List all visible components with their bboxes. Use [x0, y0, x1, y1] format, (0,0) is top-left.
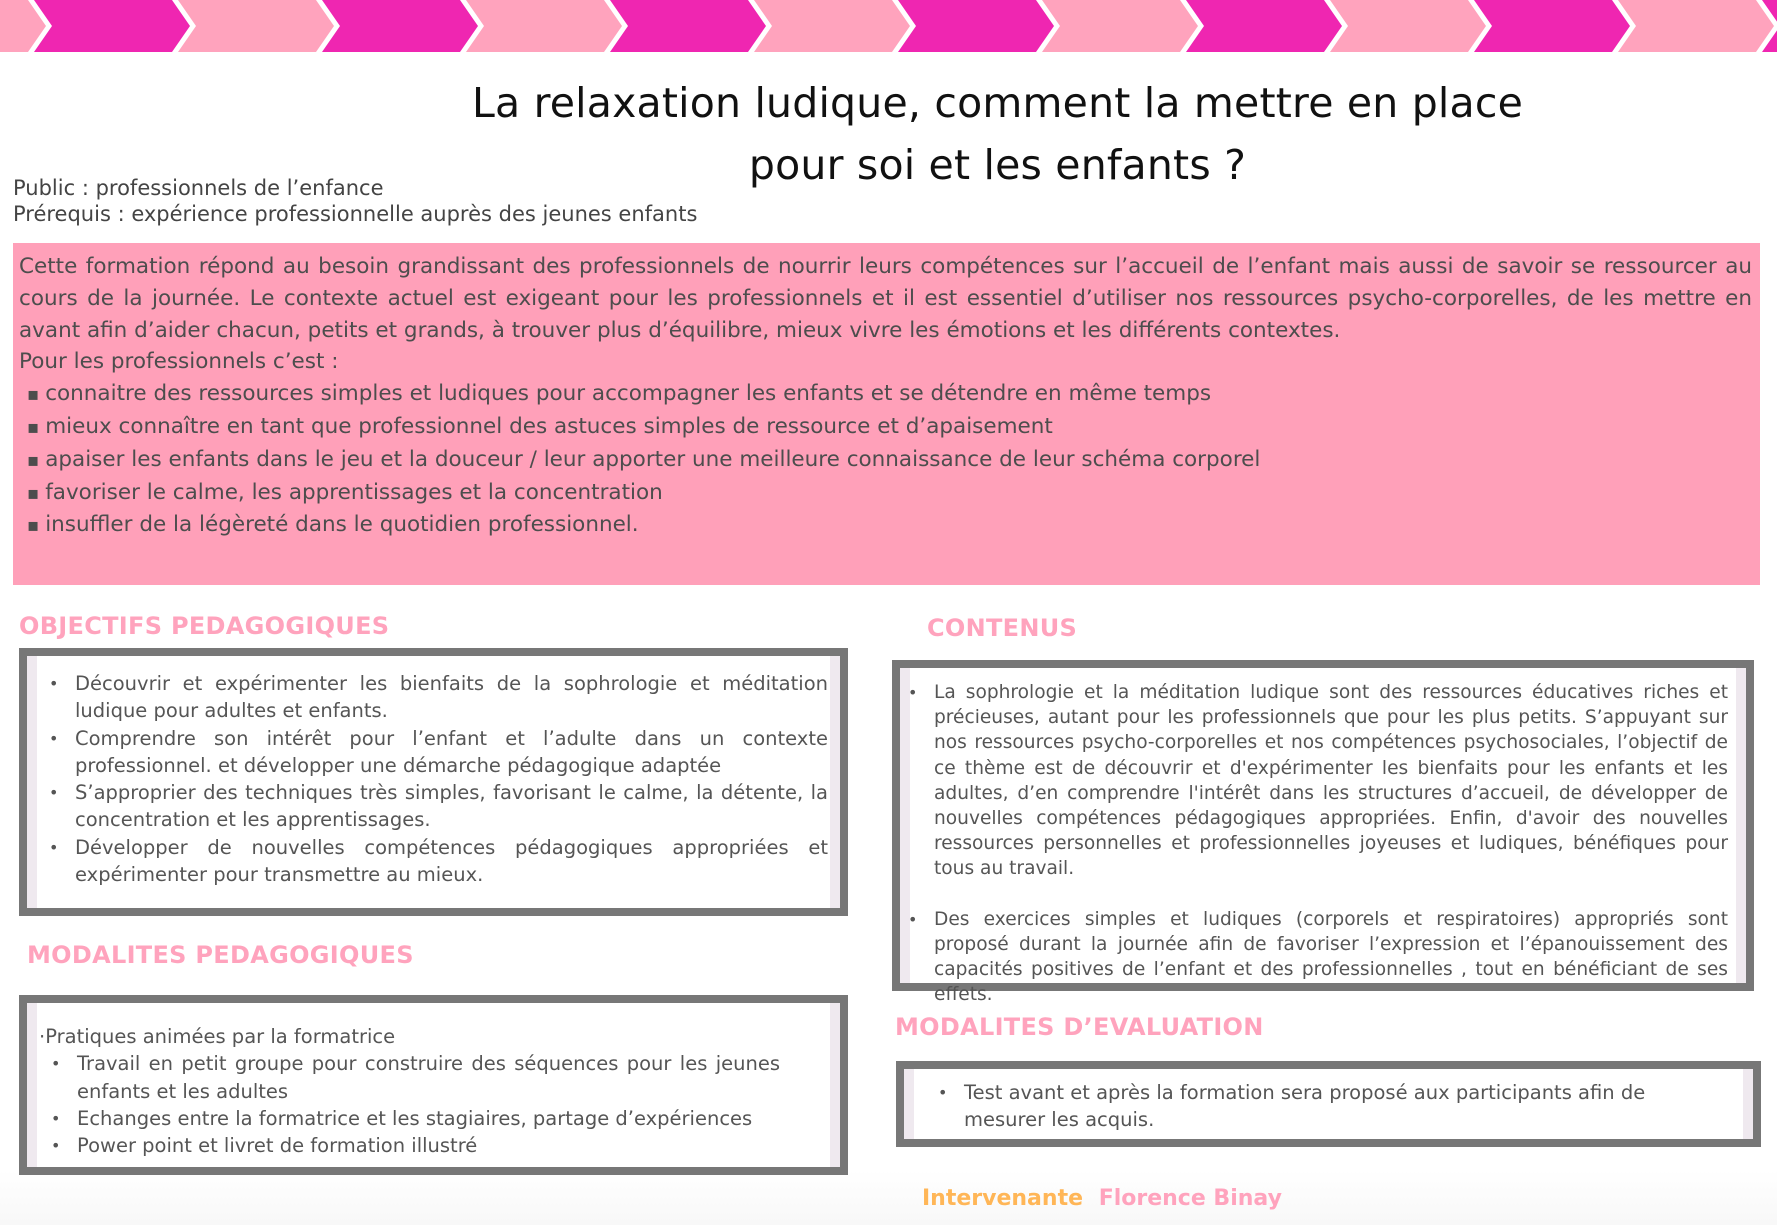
intro-item: ▪ favoriser le calme, les apprentissages et la concentration: [27, 477, 1752, 510]
objectifs-box: [19, 648, 848, 916]
evaluation-heading: MODALITES D’EVALUATION: [895, 1013, 1264, 1041]
intro-block: [13, 243, 1760, 585]
intro-item: ▪ insuffler de la légèreté dans le quotidien professionnel.: [27, 509, 1752, 542]
contenu-item: • La sophrologie et la méditation ludique sont des ressources éducatives riches et précieuses, autant pour les professionnels que pour les plus petits. S’appuyant sur nos ressources psycho-corporelles et nos compétences psychosociales, l’objectif de ce thème est de découvrir et d'expérimenter les bienfaits pour les enfants et les adultes, d’en comprendre l'intérêt dans les structures d’accueil, de développer de nouvelles compétences pédagogiques appropriées. Enfin, d'avoir des nouvelles ressources personnelles et professionnelles joyeuses et ludiques, bénéfiques pour tous au travail.: [934, 680, 1728, 882]
title-line-1: La relaxation ludique, comment la mettre en place: [472, 79, 1523, 127]
objectifs-heading: OBJECTIFS PEDAGOGIQUES: [19, 612, 390, 640]
intro-paragraph: Cette formation répond au besoin grandissant des professionnels de nourrir leurs compétences sur l’accueil de l’enfant mais aussi de savoir se ressourcer au cours de la journée. Le contexte actuel est exigeant pour les professionnels et il est essentiel d’utiliser nos ressources psycho-corporelles, de les mettre en avant afin d’aider chacun, petits et grands, à trouver plus d’équilibre, mieux vivre les émotions et les différents contextes.: [19, 254, 1752, 343]
objectif-item: • Comprendre son intérêt pour l’enfant et l’adulte dans un contexte professionnel. et développer une démarche pédagogique adaptée: [75, 725, 828, 780]
intro-item: ▪ mieux connaître en tant que professionnel des astuces simples de ressource et d’apaisement: [27, 411, 1752, 444]
modalites-lead: ·Pratiques animées par la formatrice: [39, 1025, 396, 1048]
objectif-item: • Découvrir et expérimenter les bienfaits de la sophrologie et méditation ludique pour adultes et enfants.: [75, 670, 828, 725]
contenu-item: • Des exercices simples et ludiques (corporels et respiratoires) appropriés sont proposé durant la journée afin de favoriser l’expression et l’épanouissement des capacités positives de l’enfant et des professionnelles , tout en bénéficiant de ses effets.: [934, 907, 1728, 1008]
public-label: Public : professionnels de l’enfance: [13, 176, 384, 200]
contenus-box: [892, 660, 1754, 1006]
chevron-banner: [0, 0, 1777, 52]
modalite-item: • Echanges entre la formatrice et les stagiaires, partage d’expériences: [77, 1105, 780, 1132]
intro-item: ▪ apaiser les enfants dans le jeu et la douceur / leur apporter une meilleure connaissance de leur schéma corporel: [27, 444, 1752, 477]
intervenant: [922, 1186, 1282, 1211]
evaluation-item: • Test avant et après la formation sera proposé aux participants afin de mesurer les acquis.: [964, 1079, 1673, 1134]
modalites-heading: MODALITES PEDAGOGIQUES: [27, 941, 414, 969]
intervenant-name: Florence Binay: [1098, 1186, 1282, 1211]
modalite-item: • Power point et livret de formation illustré: [77, 1132, 780, 1159]
chevron-pattern-icon: [0, 0, 1777, 52]
intro-item: ▪ connaitre des ressources simples et ludiques pour accompagner les enfants et se détendre en même temps: [27, 378, 1752, 411]
intro-lead: Pour les professionnels c’est :: [19, 349, 339, 375]
prerequis-label: Prérequis : expérience professionnelle auprès des jeunes enfants: [13, 202, 698, 226]
title-line-2: pour soi et les enfants ?: [748, 141, 1247, 189]
modalites-box: [19, 995, 848, 1175]
objectifs-list: [75, 670, 828, 888]
modalites-list: [39, 1050, 780, 1159]
objectif-item: • Développer de nouvelles compétences pédagogiques appropriées et expérimenter pour transmettre au mieux.: [75, 834, 828, 889]
modalite-item: • Travail en petit groupe pour construire des séquences pour les jeunes enfants et les adultes: [77, 1050, 780, 1105]
objectif-item: • S’approprier des techniques très simples, favorisant le calme, la détente, la concentration et les apprentissages.: [75, 779, 828, 834]
contenus-list: [934, 680, 1728, 1007]
contenus-heading: CONTENUS: [927, 614, 1078, 642]
evaluation-box: [896, 1061, 1761, 1147]
course-meta: [13, 175, 697, 227]
intro-list: [19, 378, 1752, 542]
intervenant-role: Intervenante: [922, 1186, 1084, 1211]
evaluation-list: [964, 1079, 1673, 1134]
